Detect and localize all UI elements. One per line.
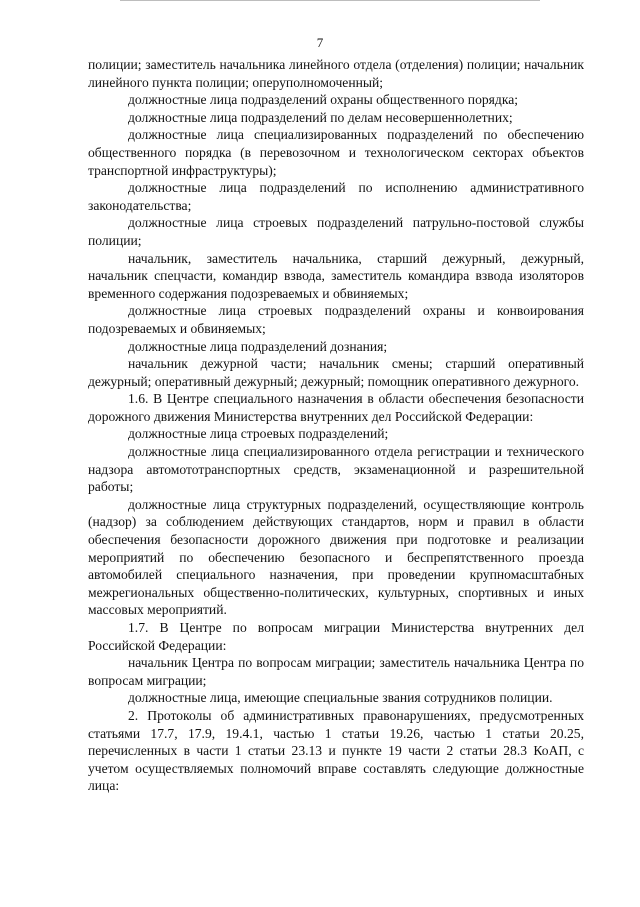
paragraph: 1.7. В Центре по вопросам миграции Министерства внутренних дел Российской Федерации: xyxy=(88,620,584,653)
document-body xyxy=(88,56,584,795)
paragraph: должностные лица специализированного отдела регистрации и технического надзора автомототранспортных средств, экзаменационной и разрешительной работы; xyxy=(88,444,584,495)
paragraph: 1.6. В Центре специального назначения в области обеспечения безопасности дорожного движения Министерства внутренних дел Российской Федерации: xyxy=(88,391,584,424)
paragraph: должностные лица строевых подразделений; xyxy=(128,426,389,442)
paragraph: должностные лица строевых подразделений охраны и конвоирования подозреваемых и обвиняемых; xyxy=(88,303,584,336)
paragraph: должностные лица, имеющие специальные звания сотрудников полиции. xyxy=(128,690,553,706)
paragraph: должностные лица подразделений дознания; xyxy=(128,338,388,354)
scan-top-edge xyxy=(120,0,540,1)
paragraph: начальник, заместитель начальника, старший дежурный, дежурный, начальник спецчасти, командир взвода, заместитель командира взвода изоляторов временного содержания подозреваемых и обвиняемых; xyxy=(88,250,584,301)
paragraph: полиции; заместитель начальника линейного отдела (отделения) полиции; начальник линейного пункта полиции; оперуполномоченный; xyxy=(88,57,584,90)
page-number: 7 xyxy=(316,35,324,50)
paragraph: должностные лица структурных подразделений, осуществляющие контроль (надзор) за соблюдением действующих стандартов, норм и правил в области обеспечения безопасности дорожного движения при подготовке и реализации мероприятий по обеспечению безопасного и беспрепятственного проезда автомобилей специального назначения, при проведении крупномасштабных межрегиональных общественно-политических, культурных, спортивных и иных массовых мероприятий. xyxy=(88,496,584,618)
paragraph: начальник дежурной части; начальник смены; старший оперативный дежурный; оперативный дежурный; дежурный; помощник оперативного дежурного. xyxy=(88,356,584,389)
paragraph: должностные лица строевых подразделений патрульно-постовой службы полиции; xyxy=(88,215,584,248)
paragraph: должностные лица подразделений по делам несовершеннолетних; xyxy=(128,109,513,125)
paragraph: должностные лица подразделений охраны общественного порядка; xyxy=(128,92,519,108)
paragraph: должностные лица специализированных подразделений по обеспечению общественного порядка (в перевозочном и технологическом секторах объектов транспортной инфраструктуры); xyxy=(88,127,584,178)
paragraph: должностные лица подразделений по исполнению административного законодательства; xyxy=(88,180,584,213)
paragraph: 2. Протоколы об административных правонарушениях, предусмотренных статьями 17.7, 17.9, 19.4.1, частью 1 статьи 19.26, частью 1 статьи 20.25, перечисленных в части 1 статьи 23.13 и пункте 19 части 2 статьи 28.3 КоАП, с учетом осуществляемых полномочий вправе составлять следующие должностные лица: xyxy=(88,707,584,794)
paragraph: начальник Центра по вопросам миграции; заместитель начальника Центра по вопросам миграции; xyxy=(88,655,584,688)
